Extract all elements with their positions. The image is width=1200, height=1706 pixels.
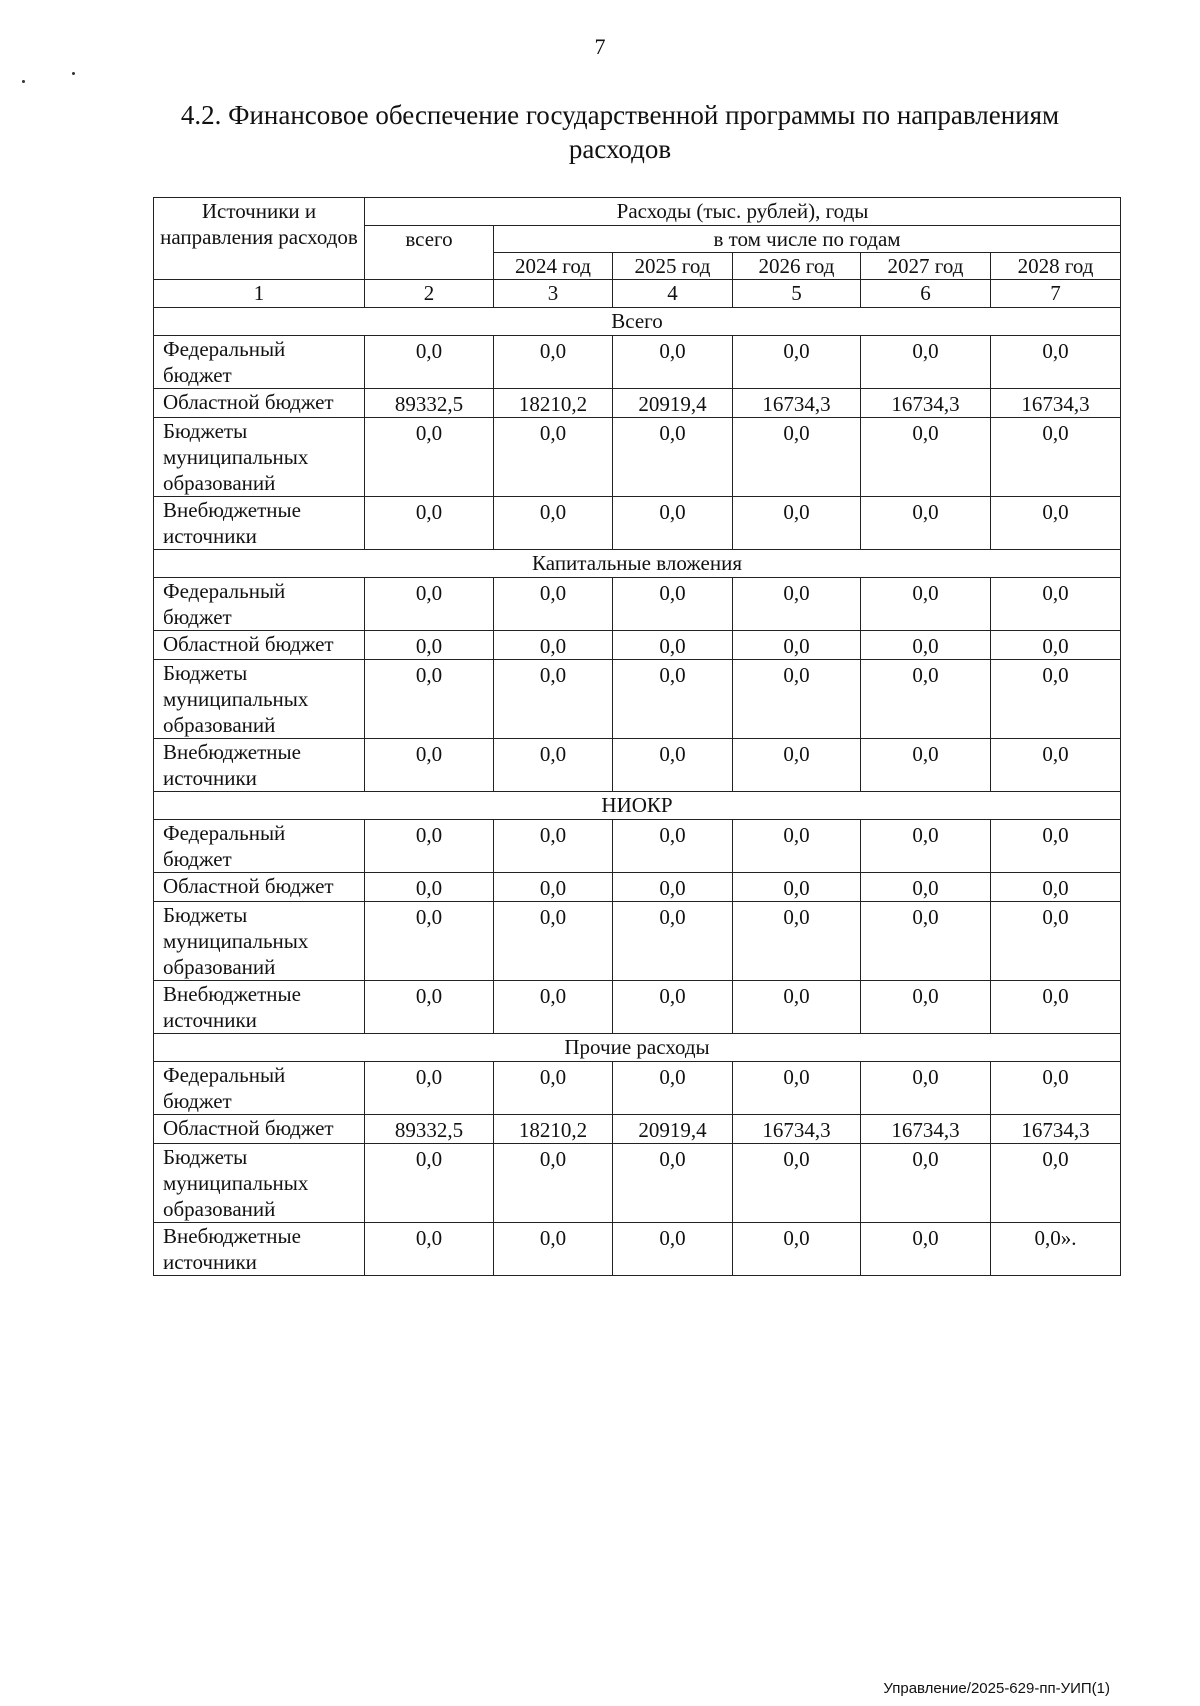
- table-cell: 0,0: [365, 631, 494, 660]
- table-row: [154, 389, 1121, 418]
- table-cell: 0,0: [365, 336, 494, 389]
- table-cell: 0,0: [365, 497, 494, 550]
- header-year: 2026 год: [733, 253, 861, 280]
- row-label: Бюджеты муниципальных образований: [154, 418, 365, 497]
- table-cell: 18210,2: [494, 389, 613, 418]
- table-cell: 0,0: [991, 739, 1121, 792]
- table-cell: 0,0: [494, 1062, 613, 1115]
- table-cell: 0,0: [733, 739, 861, 792]
- table-cell: 0,0: [494, 739, 613, 792]
- section-row: [154, 550, 1121, 578]
- table-cell: 0,0: [365, 660, 494, 739]
- table-cell: 0,0: [861, 873, 991, 902]
- table-cell: 16734,3: [861, 389, 991, 418]
- row-label: Областной бюджет: [154, 873, 365, 902]
- row-label: Бюджеты муниципальных образований: [154, 660, 365, 739]
- table-row: [154, 418, 1121, 497]
- header-year: 2024 год: [494, 253, 613, 280]
- row-label: Внебюджетные источники: [154, 981, 365, 1034]
- table-cell: 0,0: [494, 660, 613, 739]
- table-cell: 16734,3: [733, 1115, 861, 1144]
- table-cell: 0,0: [613, 873, 733, 902]
- header-year: 2028 год: [991, 253, 1121, 280]
- scan-speck: [22, 80, 25, 83]
- table-cell: 0,0: [613, 739, 733, 792]
- table-cell: 0,0: [991, 981, 1121, 1034]
- table-cell: 0,0: [991, 873, 1121, 902]
- table-cell: 0,0».: [991, 1223, 1121, 1276]
- section-row: [154, 792, 1121, 820]
- section-row: [154, 308, 1121, 336]
- table-cell: 16734,3: [991, 1115, 1121, 1144]
- table-cell: 0,0: [613, 1144, 733, 1223]
- table-cell: 0,0: [861, 578, 991, 631]
- row-label: Федеральный бюджет: [154, 1062, 365, 1115]
- table-row: [154, 578, 1121, 631]
- table-cell: 0,0: [861, 1062, 991, 1115]
- table-cell: 0,0: [861, 902, 991, 981]
- row-label: Областной бюджет: [154, 1115, 365, 1144]
- financing-table: [153, 197, 1121, 1276]
- table-cell: 0,0: [613, 902, 733, 981]
- table-cell: 0,0: [861, 631, 991, 660]
- table-cell: 89332,5: [365, 1115, 494, 1144]
- row-label: Областной бюджет: [154, 389, 365, 418]
- header-year: 2025 год: [613, 253, 733, 280]
- table-cell: 0,0: [991, 497, 1121, 550]
- table-cell: 0,0: [733, 497, 861, 550]
- table-row: [154, 1144, 1121, 1223]
- table-cell: 0,0: [494, 1223, 613, 1276]
- table-cell: 0,0: [613, 981, 733, 1034]
- table-cell: 0,0: [613, 631, 733, 660]
- table-cell: 0,0: [494, 902, 613, 981]
- row-label: Внебюджетные источники: [154, 739, 365, 792]
- table-cell: 0,0: [613, 660, 733, 739]
- header-expenses: Расходы (тыс. рублей), годы: [365, 198, 1121, 226]
- table-cell: 0,0: [365, 739, 494, 792]
- table-cell: 0,0: [613, 418, 733, 497]
- table-cell: 0,0: [733, 873, 861, 902]
- table-cell: 0,0: [733, 631, 861, 660]
- column-number: 2: [365, 280, 494, 308]
- table-row: [154, 660, 1121, 739]
- table-cell: 0,0: [991, 336, 1121, 389]
- table-cell: 0,0: [991, 418, 1121, 497]
- table-cell: 0,0: [494, 336, 613, 389]
- scan-speck: [72, 72, 75, 75]
- table-body: [154, 308, 1121, 1276]
- section-row: [154, 1034, 1121, 1062]
- table-cell: 0,0: [861, 981, 991, 1034]
- table-cell: 0,0: [613, 820, 733, 873]
- column-number: 4: [613, 280, 733, 308]
- table-cell: 0,0: [613, 578, 733, 631]
- table-cell: 20919,4: [613, 389, 733, 418]
- table-cell: 0,0: [494, 418, 613, 497]
- column-number: 6: [861, 280, 991, 308]
- table-row: [154, 336, 1121, 389]
- row-label: Бюджеты муниципальных образований: [154, 1144, 365, 1223]
- table-cell: 0,0: [494, 578, 613, 631]
- table-row: [154, 873, 1121, 902]
- table-cell: 0,0: [365, 820, 494, 873]
- header-by-year: в том числе по годам: [494, 226, 1121, 253]
- table-cell: 0,0: [733, 336, 861, 389]
- column-number: 7: [991, 280, 1121, 308]
- header-total: всего: [365, 226, 494, 280]
- table-cell: 0,0: [733, 578, 861, 631]
- table-cell: 0,0: [365, 1223, 494, 1276]
- row-label: Федеральный бюджет: [154, 578, 365, 631]
- table-cell: 0,0: [613, 336, 733, 389]
- title-line: расходов: [568, 134, 672, 164]
- table-cell: 0,0: [494, 981, 613, 1034]
- table-cell: 0,0: [861, 497, 991, 550]
- section-title: НИОКР: [154, 792, 1121, 820]
- row-label: Бюджеты муниципальных образований: [154, 902, 365, 981]
- table-cell: 0,0: [861, 1223, 991, 1276]
- table-cell: 89332,5: [365, 389, 494, 418]
- table-cell: 16734,3: [861, 1115, 991, 1144]
- table-cell: 0,0: [733, 1062, 861, 1115]
- table-cell: 20919,4: [613, 1115, 733, 1144]
- table-cell: 0,0: [494, 873, 613, 902]
- table-cell: 0,0: [861, 739, 991, 792]
- column-number: 5: [733, 280, 861, 308]
- table-cell: 0,0: [861, 660, 991, 739]
- title-line: 4.2. Финансовое обеспечение государственной программы по направлениям: [180, 100, 1060, 130]
- table-cell: 16734,3: [991, 389, 1121, 418]
- table-cell: 0,0: [861, 1144, 991, 1223]
- table-cell: 0,0: [733, 1144, 861, 1223]
- table-cell: 0,0: [733, 418, 861, 497]
- table-row: [154, 1223, 1121, 1276]
- page-title: [140, 98, 1100, 166]
- table-cell: 0,0: [733, 902, 861, 981]
- table-cell: 0,0: [733, 1223, 861, 1276]
- table-cell: 0,0: [733, 820, 861, 873]
- row-label: Федеральный бюджет: [154, 820, 365, 873]
- row-label: Федеральный бюджет: [154, 336, 365, 389]
- table-cell: 0,0: [991, 1144, 1121, 1223]
- table-cell: 0,0: [861, 820, 991, 873]
- table-row: [154, 1115, 1121, 1144]
- table-cell: 0,0: [991, 631, 1121, 660]
- table-cell: 0,0: [365, 1144, 494, 1223]
- table-cell: 0,0: [613, 497, 733, 550]
- table-cell: 0,0: [494, 820, 613, 873]
- header-year: 2027 год: [861, 253, 991, 280]
- table-row: [154, 902, 1121, 981]
- table-cell: 0,0: [991, 902, 1121, 981]
- table-row: [154, 497, 1121, 550]
- table-cell: 0,0: [365, 902, 494, 981]
- document-footer: Управление/2025-629-пп-УИП(1): [883, 1680, 1110, 1697]
- table-cell: 0,0: [613, 1062, 733, 1115]
- table-cell: 0,0: [494, 497, 613, 550]
- table-cell: 0,0: [365, 418, 494, 497]
- table-cell: 0,0: [494, 1144, 613, 1223]
- table-cell: 0,0: [991, 660, 1121, 739]
- table-cell: 0,0: [861, 336, 991, 389]
- table-cell: 0,0: [733, 660, 861, 739]
- table-cell: 0,0: [494, 631, 613, 660]
- table-cell: 0,0: [991, 578, 1121, 631]
- table-row: [154, 631, 1121, 660]
- table-cell: 0,0: [365, 1062, 494, 1115]
- page-number: 7: [594, 34, 606, 59]
- table-cell: 18210,2: [494, 1115, 613, 1144]
- table-cell: 0,0: [861, 418, 991, 497]
- column-number: 3: [494, 280, 613, 308]
- table-cell: 0,0: [365, 981, 494, 1034]
- table-cell: 0,0: [365, 873, 494, 902]
- table-row: [154, 1062, 1121, 1115]
- section-title: Всего: [154, 308, 1121, 336]
- table-cell: 0,0: [733, 981, 861, 1034]
- table-row: [154, 739, 1121, 792]
- row-label: Областной бюджет: [154, 631, 365, 660]
- section-title: Капитальные вложения: [154, 550, 1121, 578]
- table-row: [154, 981, 1121, 1034]
- section-title: Прочие расходы: [154, 1034, 1121, 1062]
- column-number: 1: [154, 280, 365, 308]
- table-cell: 0,0: [365, 578, 494, 631]
- header-sources: Источники и направления расходов: [154, 198, 365, 280]
- table-row: [154, 820, 1121, 873]
- table-cell: 16734,3: [733, 389, 861, 418]
- row-label: Внебюджетные источники: [154, 1223, 365, 1276]
- row-label: Внебюджетные источники: [154, 497, 365, 550]
- table-cell: 0,0: [991, 820, 1121, 873]
- table-cell: 0,0: [991, 1062, 1121, 1115]
- table-cell: 0,0: [613, 1223, 733, 1276]
